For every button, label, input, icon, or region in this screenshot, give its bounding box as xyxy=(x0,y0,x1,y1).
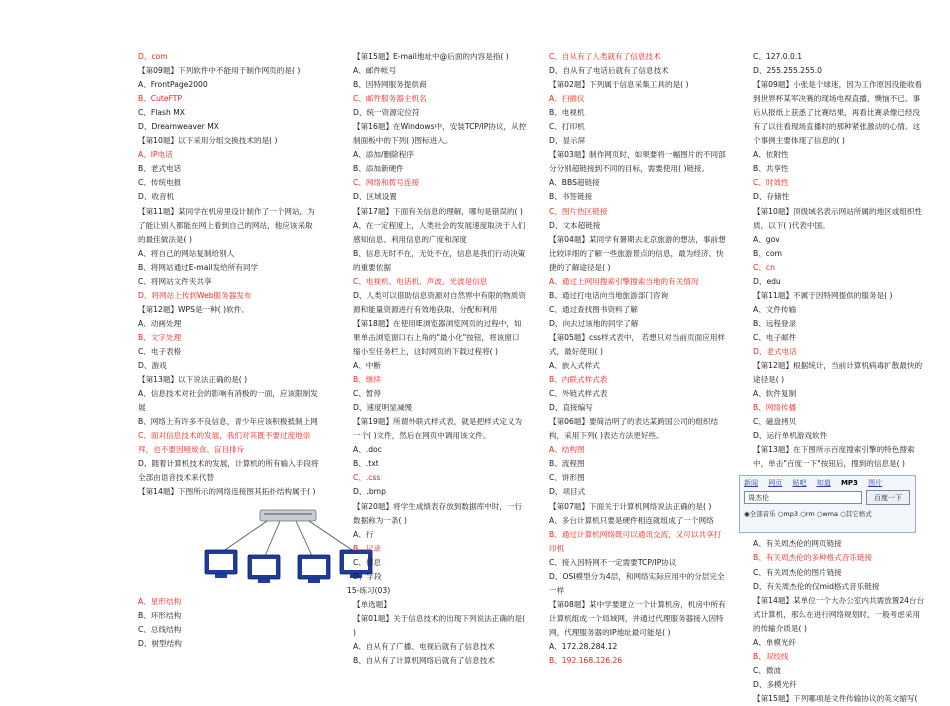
answer-line: A、IP电话 xyxy=(138,150,173,160)
text-line: D、运行单机游戏软件 xyxy=(753,431,828,441)
text-line: B、流程图 xyxy=(549,459,585,469)
answer-line: A、扫描仪 xyxy=(549,94,585,104)
question-line: 【第15题】下列哪项是文件传输协议的英文缩写( xyxy=(753,693,918,703)
question-line: 【单选题】 xyxy=(353,599,391,609)
search-tab-active[interactable]: MP3 xyxy=(840,479,858,488)
column-1 xyxy=(122,50,320,651)
question-line: 【第03题】制作网页时，如果要将一幅图片的不同部分分别超链接到不同的目标，需要使用( )链接。 xyxy=(549,150,726,174)
question-line: 【第08题】某中学要建立一个计算机房，机房中所有计算机组成一个局域网，并通过代理服务器接入因特网，代理服务器的IP地址最可能是( ) xyxy=(549,599,726,637)
text-line: C、饼形图 xyxy=(549,473,585,483)
answer-line: C、时效性 xyxy=(753,178,789,188)
answer-line: D、com xyxy=(138,52,168,61)
text-line: D、有关周杰伦的仅mid格式音乐链接 xyxy=(753,581,880,591)
radio-option[interactable]: ○其它格式 xyxy=(840,510,872,519)
text-line: D、树型结构 xyxy=(138,638,182,648)
answer-line: C、电视机、电话机、声波、光波是信息 xyxy=(353,276,488,286)
text-line: A、多台计算机只要是硬件相连就组成了一个网络 xyxy=(549,515,714,525)
question-line: 【第05题】css样式表中， 若想只对当前页面应用样式，最好使用( ) xyxy=(549,332,726,356)
text-line: B、共享性 xyxy=(753,164,789,174)
radio-icon: ○ xyxy=(816,510,823,519)
text-line: D、向去过该地的同学了解 xyxy=(549,318,639,328)
radio-option[interactable]: ○mp3 xyxy=(777,510,799,519)
text-line: A、gov xyxy=(753,234,780,244)
answer-line: C、图片热区链接 xyxy=(549,206,608,216)
text-line: A、中断 xyxy=(353,361,381,371)
answer-line: A、结构图 xyxy=(549,445,585,455)
text-line: D、游戏 xyxy=(138,361,167,371)
text-line: A、在一定程度上，人类社会的发展速度取决于人们感知信息、利用信息的广度和深度 xyxy=(353,220,526,244)
answer-line: C、cn xyxy=(753,262,775,272)
answer-line: B、192.168.126.26 xyxy=(549,656,623,666)
search-tab[interactable]: 知道 xyxy=(816,479,831,488)
text-line: C、电子邮件 xyxy=(753,332,797,342)
question-line: 【第15题】E-mail地址中@后面的内容是指( ) xyxy=(353,52,509,61)
computer-icon xyxy=(298,555,330,583)
text-line: D、.bmp xyxy=(353,487,386,497)
text-line: B、书签链接 xyxy=(549,192,593,202)
search-tab[interactable]: 图片 xyxy=(868,479,883,488)
hub-icon xyxy=(260,510,316,521)
question-line: 【第11题】不属于因特网提供的服务是( ) xyxy=(753,290,893,300)
question-line: 【第18题】在使用IE浏览器浏览网页的过程中，如果单击浏览窗口右上角的"最小化"按钮，将该窗口缩小至任务栏上，这时网页的下载过程将( ) xyxy=(353,318,522,356)
answer-line: A、星形结构 xyxy=(138,596,182,606)
answer-line: B、网络传播 xyxy=(753,403,797,413)
radio-icon: ○ xyxy=(800,510,806,519)
text-line: D、显示屏 xyxy=(549,136,586,146)
question-line: 【第06题】要简洁明了的表达某跨国公司的组织结构，采用下列( )表达方法更好些。 xyxy=(549,417,719,441)
text-line: C、接入因特网不一定需要TCP/IP协议 xyxy=(549,557,677,567)
text-line: A、FrontPage2000 xyxy=(138,80,208,90)
text-line: D、直接编写 xyxy=(549,403,593,413)
search-button[interactable] xyxy=(866,490,910,505)
text-line: A、将自己的网站复制给别人 xyxy=(138,248,235,258)
text-line: D、统一资源定位符 xyxy=(353,108,420,118)
question-line: 【第12题】WPS是一种( )软件。 xyxy=(138,304,249,314)
text-line: B、添加新硬件 xyxy=(353,164,404,174)
answer-line: C、邮件服务器主机名 xyxy=(353,94,427,104)
search-tabs xyxy=(744,478,890,488)
question-line: 【第12题】根据统计，当前计算机病毒扩散最快的途径是( ) xyxy=(753,361,923,385)
text-line: A、邮件帐号 xyxy=(353,66,397,76)
text-line: D、Dreamweaver MX xyxy=(138,122,219,132)
answer-line: D、将网站上传到Web服务器发布 xyxy=(138,290,252,300)
text-line: C、Flash MX xyxy=(138,108,185,118)
text-line: A、行 xyxy=(353,529,374,539)
text-line: C、外链式样式表 xyxy=(549,389,608,399)
search-button-label: 百度一下 xyxy=(874,494,902,503)
question-line: 【第16题】在Windows中，安装TCP/IP协议，从控制面板中的下列( )图标进入。 xyxy=(353,122,527,146)
radio-icon: ○ xyxy=(840,510,846,519)
column-2 xyxy=(337,50,527,668)
text-line: D、文本超链接 xyxy=(549,220,601,230)
text-line: B、电视机 xyxy=(549,108,585,118)
question-line: 【第13题】在下图所示百度搜索引擎的特色搜索中，单击"百度一下"按钮后，搜到的信息是( ) xyxy=(753,445,915,469)
question-line: 【第02题】下列属于信息采集工具的是( ) xyxy=(549,80,689,90)
text-line: A、文件传输 xyxy=(753,304,797,314)
question-line: 【第04题】某同学有暑期去北京旅游的想法，事前想比较详细的了解一些旅游景点的信息，最为经济、快捷的了解途径是( ) xyxy=(549,234,726,272)
text-line: D、人类可以借助信息资源对自然界中有限的物质资源和能量资源进行有效地获取、分配和利用 xyxy=(353,290,526,314)
text-line: C、信息 xyxy=(353,557,382,567)
answer-line: B、CuteFTP xyxy=(138,94,183,104)
text-line: D、自从有了电话后就有了信息技术 xyxy=(549,66,669,76)
text-line: C、通过查找图书资料了解 xyxy=(549,304,638,314)
answer-line: B、有关周杰伦的多种格式音乐链接 xyxy=(753,553,873,563)
text-line: B、网络上有许多不良信息，青少年应该积极抵制上网 xyxy=(138,417,318,427)
text-line: A、自从有了广播、电视后就有了信息技术 xyxy=(353,641,495,651)
text-line: D、edu xyxy=(753,276,781,286)
answer-line: B、记录 xyxy=(353,543,381,553)
answer-line: C、网络和拨号连接 xyxy=(353,178,420,188)
answer-line: C、.css xyxy=(353,473,381,483)
radio-option[interactable]: ◉全部音乐 xyxy=(744,510,776,519)
search-input[interactable] xyxy=(744,491,862,504)
answer-line: B、继续 xyxy=(353,375,381,385)
text-line: A、172.28.284.12 xyxy=(549,641,618,651)
column-4 xyxy=(737,50,927,706)
text-line: B、com xyxy=(753,248,783,258)
text-line: C、127.0.0.1 xyxy=(753,52,803,61)
text-line: A、.doc xyxy=(353,445,382,455)
text-line: B、因特网服务提供商 xyxy=(353,80,427,90)
text-line: C、微波 xyxy=(753,665,782,675)
answer-line: B、双绞线 xyxy=(753,651,789,661)
answer-line: C、自从有了人类就有了信息技术 xyxy=(549,52,661,61)
answer-line: D、老式电话 xyxy=(753,346,797,356)
question-line: 【第14题】下图所示的网络连接图其拓扑结构属于( ) xyxy=(138,487,316,497)
question-line: 【第14题】某单位一个大办公室内共需放置24台台式计算机，那么在进行网络规划时，一般考虑采用的传输介质是( ) xyxy=(753,595,925,633)
text-line: B、通过打电话向当地旅游部门咨询 xyxy=(549,290,669,300)
question-line: 【第09题】下列软件中不能用于制作网页的是( ) xyxy=(138,66,301,76)
radio-icon: ○ xyxy=(777,510,784,519)
text-line: C、传统电报 xyxy=(138,178,182,188)
question-line: 【第17题】下面有关信息的理解，哪句是错误的( ) xyxy=(353,206,523,216)
text-line: C、总线结构 xyxy=(138,624,182,634)
text-line: C、暂停 xyxy=(353,389,382,399)
search-tab[interactable]: 网页 xyxy=(768,479,783,488)
answer-line: B、文字处理 xyxy=(138,332,182,342)
text-line: D、随着计算机技术的发展，计算机的所有输入手段将全部由语音技术来代替 xyxy=(138,459,319,483)
column-3 xyxy=(533,50,726,668)
text-line: D、多模光纤 xyxy=(753,679,797,689)
text-line: A、信息技术对社会的影响有消极的一面，应该限制发展 xyxy=(138,389,318,413)
text-line: C、将网站文件夹共享 xyxy=(138,276,212,286)
question-line: 【第10题】以下采用分组交换技术的是( ) xyxy=(138,136,278,146)
baidu-search-figure xyxy=(739,475,916,533)
text-line: A、有关周杰伦的网页链接 xyxy=(753,539,842,549)
text-line: D、区域设置 xyxy=(353,192,397,202)
radio-option[interactable]: ○wma xyxy=(816,510,839,519)
radio-option[interactable]: ○rm xyxy=(800,510,815,519)
computer-icon xyxy=(205,550,237,578)
text-line: D、速度明显减慢 xyxy=(353,403,413,413)
text-line: B、.txt xyxy=(353,459,379,469)
question-line: 【第11题】某同学在机房里设计制作了一个网站，为了能让别人都能在网上看到自己的网站，他应该采取的最佳做法是( ) xyxy=(138,206,315,244)
search-format-options xyxy=(744,509,872,519)
question-line: 【第19题】所谓外联式样式表，就是把样式定义为一个( )文件，然后在网页中调用该文件。 xyxy=(353,417,523,441)
text-line: C、磁盘拷贝 xyxy=(753,417,797,427)
text-line: B、远程登录 xyxy=(753,318,797,328)
search-tab[interactable]: 贴吧 xyxy=(792,479,807,488)
text-line: A、动画处理 xyxy=(138,318,182,328)
text-line: B、老式电话 xyxy=(138,164,182,174)
text-line: C、电子表格 xyxy=(138,346,182,356)
text-line: C、打印机 xyxy=(549,122,585,132)
question-line: 【第13题】以下说法正确的是( ) xyxy=(138,375,248,385)
question-line: 【第01题】关于信息技术的出现下列说法正确的是( ) xyxy=(353,613,526,637)
text-line: D、收音机 xyxy=(138,192,175,202)
question-line: 【第20题】将学生成绩表存放到数据库中时，一行数据称为一条( ) xyxy=(353,501,523,525)
answer-line: B、内联式样式表 xyxy=(549,375,608,385)
text-line: A、依附性 xyxy=(753,150,789,160)
text-line: B、信息无时不在，无处不在，信息是我们行动决策的重要依据 xyxy=(353,248,526,272)
text-line: C、有关周杰伦的图片链接 xyxy=(753,567,842,577)
question-line: 【第09题】小张是个球迷，因为工作原因没能收看到世界杯某军决赛的现场电视直播，懊恼不已。事后从报纸上获悉了比赛结果，再看比赛录像已经没有了以往看现场直播时的那种紧张激动的心情。这个事例主要体现了信息的( ) xyxy=(753,80,923,146)
text-line: B、将网站通过E-mail发给所有同学 xyxy=(138,262,259,272)
text-line: A、软件复制 xyxy=(753,389,797,399)
radio-checked-icon: ◉ xyxy=(744,510,750,519)
text-line: D、字段 xyxy=(353,571,382,581)
search-tab[interactable]: 新闻 xyxy=(744,479,758,488)
text-line: D、255.255.255.0 xyxy=(753,66,822,76)
text-line: A、单模光纤 xyxy=(753,637,797,647)
search-query: 周杰伦 xyxy=(748,494,769,503)
question-line: 【第07题】下面关于计算机网络说法正确的是( ) xyxy=(549,501,712,511)
text-line: A、添加/删除程序 xyxy=(353,150,414,160)
text-line: D、项目式 xyxy=(549,487,586,497)
answer-line: C、面对信息技术的发展，我们对其既不要过度地崇拜，也不要因噎废食、盲目排斥 xyxy=(138,431,311,455)
text-line: A、嵌入式样式 xyxy=(549,361,600,371)
answer-line: A、通过上网用搜索引擎搜索当地的有关情况 xyxy=(549,276,699,286)
text-line: 15-练习(03) xyxy=(347,585,391,595)
text-line: D、OSI模型分为4层，和网络实际应用中的分层完全一样 xyxy=(549,571,725,595)
text-line: D、存储性 xyxy=(753,192,790,202)
computer-icon xyxy=(248,555,280,583)
text-line: A、BBS超链接 xyxy=(549,178,600,188)
answer-line: B、通过计算机网络既可以通讯交流，又可以共享打印机 xyxy=(549,529,722,553)
text-line: B、环形结构 xyxy=(138,610,182,620)
question-line: 【第10题】顶级域名表示网站所属的地区或组织性质，以下( )代表中国。 xyxy=(753,206,923,230)
text-line: B、自从有了计算机网络后就有了信息技术 xyxy=(353,656,495,666)
